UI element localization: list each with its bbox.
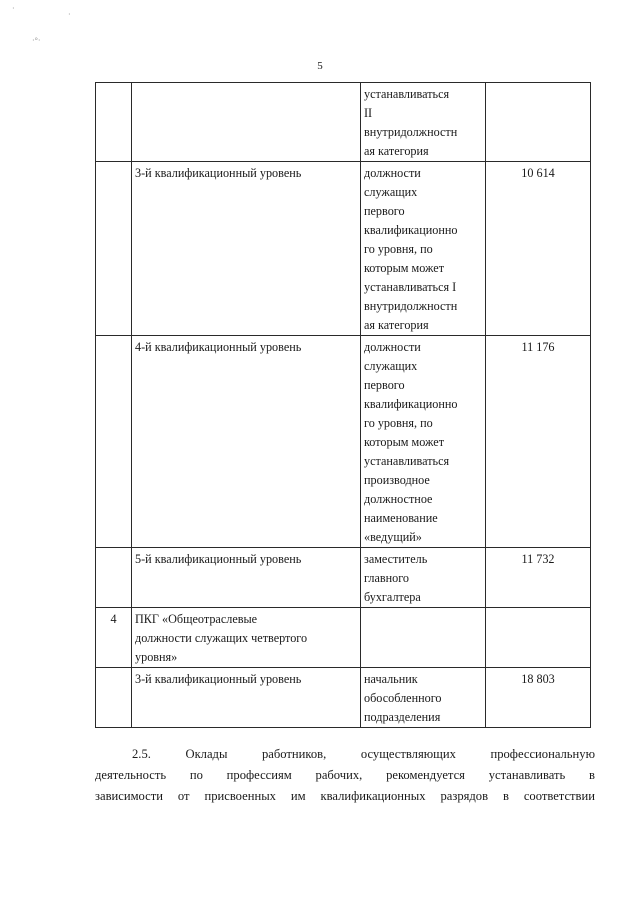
description-line: подразделения	[364, 710, 441, 724]
description-line: устанавливаться	[364, 454, 450, 468]
salary: 11 732	[486, 548, 591, 608]
qualification-level	[132, 83, 361, 162]
body-paragraph	[95, 744, 595, 807]
description-line: первого	[364, 204, 405, 218]
scan-speck: ·°·	[32, 36, 41, 45]
description-line: служащих	[364, 359, 418, 373]
qualification-level: 4-й квалификационный уровень	[132, 336, 361, 548]
description-line: устанавливаться I	[364, 280, 457, 294]
salary	[486, 83, 591, 162]
description-line: II	[364, 106, 373, 120]
qualification-level: 3-й квалификационный уровень	[132, 668, 361, 728]
scan-speck: ·	[12, 4, 15, 13]
scan-speck: ·	[68, 10, 71, 19]
row-number	[96, 548, 132, 608]
description-line: внутридолжностн	[364, 125, 458, 139]
description-line: ая категория	[364, 318, 429, 332]
description-line: должности	[364, 340, 421, 354]
paragraph-line: зависимости от присвоенных им квалификационных разрядов в соответствии	[95, 789, 595, 803]
row-number	[96, 162, 132, 336]
group-row	[96, 608, 591, 668]
group-number: 4	[96, 608, 132, 668]
salary: 11 176	[486, 336, 591, 548]
group-title	[132, 608, 361, 668]
description-line: квалификационно	[364, 223, 458, 237]
table-row	[96, 336, 591, 548]
description-line: ая категория	[364, 144, 429, 158]
position-description	[361, 668, 486, 728]
description-line: первого	[364, 378, 405, 392]
position-description	[361, 336, 486, 548]
empty-cell	[486, 608, 591, 668]
description-line: наименование	[364, 511, 438, 525]
group-title-line: должности служащих четвертого	[135, 631, 308, 645]
description-line: начальник	[364, 672, 418, 686]
description-line: служащих	[364, 185, 418, 199]
position-description	[361, 548, 486, 608]
description-line: главного	[364, 571, 410, 585]
row-number	[96, 83, 132, 162]
row-number	[96, 336, 132, 548]
description-line: устанавливаться	[364, 87, 450, 101]
paragraph-line: деятельность по профессиям рабочих, рекомендуется устанавливать в	[95, 768, 595, 782]
position-description	[361, 162, 486, 336]
table-row	[96, 668, 591, 728]
description-line: должности	[364, 166, 421, 180]
description-line: го уровня, по	[364, 242, 433, 256]
description-line: «ведущий»	[364, 530, 422, 544]
description-line: го уровня, по	[364, 416, 433, 430]
salary: 18 803	[486, 668, 591, 728]
table-row	[96, 83, 591, 162]
salary: 10 614	[486, 162, 591, 336]
group-title-line: уровня»	[135, 650, 178, 664]
table-row	[96, 162, 591, 336]
description-line: бухгалтера	[364, 590, 421, 604]
position-description	[361, 83, 486, 162]
description-line: обособленного	[364, 691, 442, 705]
page-number: 5	[317, 60, 323, 72]
group-title-line: ПКГ «Общеотраслевые	[135, 612, 258, 626]
description-line: должностное	[364, 492, 433, 506]
description-line: внутридолжностн	[364, 299, 458, 313]
paragraph-line: 2.5. Оклады работников, осуществляющих профессиональную	[132, 747, 595, 761]
description-line: которым может	[364, 435, 445, 449]
description-line: заместитель	[364, 552, 428, 566]
salary-table	[95, 82, 591, 728]
table-row	[96, 548, 591, 608]
description-line: которым может	[364, 261, 445, 275]
description-line: производное	[364, 473, 430, 487]
description-line: квалификационно	[364, 397, 458, 411]
qualification-level: 3-й квалификационный уровень	[132, 162, 361, 336]
qualification-level: 5-й квалификационный уровень	[132, 548, 361, 608]
row-number	[96, 668, 132, 728]
empty-cell	[361, 608, 486, 668]
